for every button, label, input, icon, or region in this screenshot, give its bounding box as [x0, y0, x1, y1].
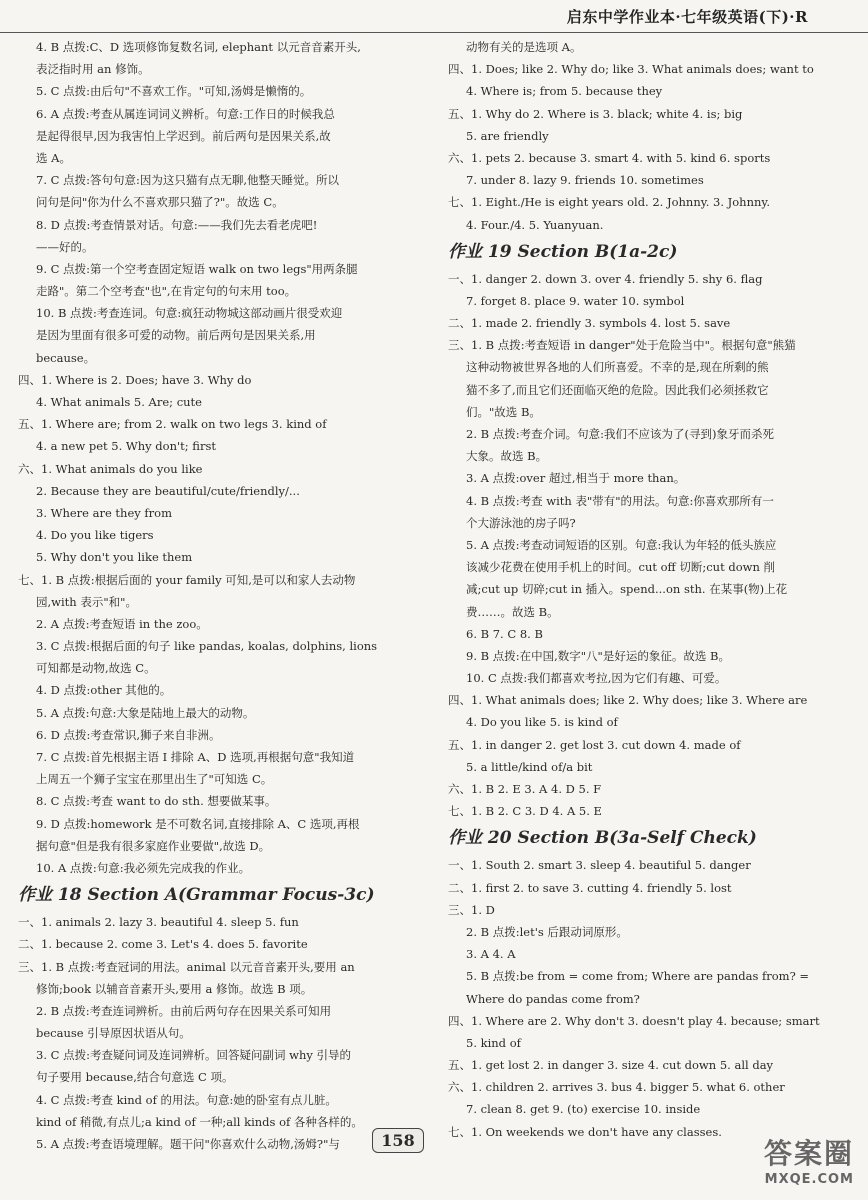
answer-line: 7. under 8. lazy 9. friends 10. sometimes — [466, 173, 704, 188]
answer-line: 5. Why don't you like them — [36, 550, 193, 565]
answer-line: 2. B 点拨:考查连词辨析。由前后两句存在因果关系可知用 — [36, 1003, 332, 1018]
answer-line: 3. C 点拨:根据后面的句子 like pandas, koalas, dolphins, lions — [36, 639, 378, 654]
section-heading: 作业 18 Section A(Grammar Focus-3c) — [18, 885, 375, 906]
answer-line: 5. A 点拨:句意:大象是陆地上最大的动物。 — [36, 705, 255, 720]
answer-line: 上周五一个狮子宝宝在那里出生了"可知选 C。 — [36, 772, 273, 787]
answer-line: 4. Do you like 5. is kind of — [466, 715, 618, 730]
answer-line: 2. B 点拨:let's 后跟动词原形。 — [466, 924, 628, 939]
answer-line: 6. D 点拨:考查常识,狮子来自非洲。 — [36, 727, 221, 742]
answer-line: 费……。故选 B。 — [466, 604, 559, 619]
watermark-url: MXQE.COM — [764, 1172, 854, 1187]
answer-line: 走路"。第二个空考查"也",在肯定句的句末用 too。 — [36, 284, 297, 299]
answer-line: 2. A 点拨:考查短语 in the zoo。 — [36, 616, 208, 631]
answer-line: 8. C 点拨:考查 want to do sth. 想要做某事。 — [36, 794, 277, 809]
answer-line: 10. A 点拨:句意:我必须先完成我的作业。 — [36, 860, 251, 875]
answer-line: 可知都是动物,故选 C。 — [36, 661, 156, 676]
answer-line: ——好的。 — [36, 239, 94, 254]
answer-line: 据句意"但是我有很多家庭作业要做",故选 D。 — [36, 838, 271, 853]
answer-line: 4. a new pet 5. Why don't; first — [36, 439, 216, 454]
left-column — [18, 36, 423, 1155]
answer-line: 8. D 点拨:考查情景对话。句意:——我们先去看老虎吧! — [36, 217, 318, 232]
answer-line: 六、1. pets 2. because 3. smart 4. with 5. kind 6. sports — [448, 150, 771, 165]
answer-line: 一、1. danger 2. down 3. over 4. friendly 5. shy 6. flag — [448, 271, 763, 286]
answer-line: 猫不多了,而且它们还面临灭绝的危险。因此我们必须拯救它 — [466, 382, 769, 397]
answer-line: 2. B 点拨:考查介词。句意:我们不应该为了(寻到)象牙而杀死 — [466, 427, 774, 441]
answer-line: 5. B 点拨:be from = come from; Where are pandas from? = — [466, 969, 810, 984]
section-heading: 作业 20 Section B(3a-Self Check) — [448, 828, 757, 849]
answer-line: 三、1. B 点拨:考查短语 in danger"处于危险当中"。根据句意"熊猫 — [448, 338, 796, 353]
answer-line: 园,with 表示"和"。 — [36, 594, 137, 609]
answer-line: 5. C 点拨:由后句"不喜欢工作。"可知,汤姆是懒惰的。 — [36, 84, 312, 99]
answer-line: 四、1. What animals does; like 2. Why does; like 3. Where are — [448, 693, 808, 708]
answer-line: 6. B 7. C 8. B — [466, 626, 543, 641]
page-number — [363, 1128, 433, 1168]
answer-line: 七、1. B 点拨:根据后面的 your family 可知,是可以和家人去动物 — [18, 572, 356, 587]
answer-line: 一、1. South 2. smart 3. sleep 4. beautiful 5. danger — [448, 858, 751, 873]
answer-line: 是起得很早,因为我害怕上学迟到。前后两句是因果关系,故 — [36, 128, 331, 143]
answer-line: 四、1. Does; like 2. Why do; like 3. What animals does; want to — [448, 62, 814, 77]
watermark-title: 答案圈 — [763, 1137, 854, 1170]
page-header — [0, 0, 868, 33]
answer-line: 六、1. children 2. arrives 3. bus 4. bigger 5. what 6. other — [448, 1080, 785, 1095]
answer-line: 七、1. Eight./He is eight years old. 2. Johnny. 3. Johnny. — [448, 195, 771, 210]
answer-line: 9. D 点拨:homework 是不可数名词,直接排除 A、C 选项,再根 — [36, 816, 360, 831]
answer-line: 3. A 点拨:over 超过,相当于 more than。 — [466, 471, 686, 486]
answer-line: 5. are friendly — [466, 128, 549, 143]
answer-line: 4. Where is; from 5. because they — [466, 84, 663, 99]
answer-line: 2. Because they are beautiful/cute/friendly/... — [36, 483, 300, 498]
header-title: 启东中学作业本·七年级英语(下)·R — [566, 8, 808, 26]
answer-line: 二、1. made 2. friendly 3. symbols 4. lost 5. save — [448, 316, 731, 331]
answer-line: because 引导原因状语从句。 — [36, 1026, 191, 1041]
answer-line: 该减少花费在使用手机上的时间。cut off 切断;cut down 削 — [466, 560, 776, 575]
answer-line: 五、1. Why do 2. Where is 3. black; white 4. is; big — [448, 106, 743, 121]
answer-line: 五、1. Where are; from 2. walk on two legs 3. kind of — [18, 417, 327, 432]
answer-line: 减;cut up 切碎;cut in 插入。spend...on sth. 在某事(物)上花 — [466, 582, 788, 597]
answer-line: 4. Do you like tigers — [36, 528, 154, 543]
answer-line: 六、1. B 2. E 3. A 4. D 5. F — [448, 782, 602, 796]
answer-line: 4. D 点拨:other 其他的。 — [36, 683, 172, 698]
answer-line: 五、1. get lost 2. in danger 3. size 4. cut down 5. all day — [448, 1058, 774, 1073]
page-number-label: 158 — [372, 1128, 423, 1153]
answer-line: 七、1. On weekends we don't have any classes. — [448, 1124, 722, 1139]
answer-line: 4. C 点拨:考查 kind of 的用法。句意:她的卧室有点儿脏。 — [36, 1092, 337, 1107]
answer-line: 修饰;book 以辅音音素开头,要用 a 修饰。故选 B 项。 — [36, 981, 313, 996]
section-heading: 作业 19 Section B(1a-2c) — [448, 241, 678, 262]
answer-line: 4. B 点拨:考查 with 表"带有"的用法。句意:你喜欢那所有一 — [466, 493, 774, 508]
answer-line: 5. A 点拨:考查动词短语的区别。句意:我认为年轻的低头族应 — [466, 537, 777, 552]
answer-line: 7. forget 8. place 9. water 10. symbol — [466, 293, 685, 308]
answer-line: 表泛指时用 an 修饰。 — [36, 62, 150, 77]
answer-line: 一、1. animals 2. lazy 3. beautiful 4. sleep 5. fun — [18, 915, 299, 930]
answer-line: 五、1. in danger 2. get lost 3. cut down 4. made of — [448, 737, 741, 752]
answer-line: because。 — [36, 350, 96, 365]
answer-line: 7. C 点拨:答句句意:因为这只猫有点无聊,他整天睡觉。所以 — [36, 173, 339, 188]
watermark-logo — [724, 1132, 854, 1192]
answer-line: 6. A 点拨:考查从属连词词义辨析。句意:工作日的时候我总 — [36, 106, 335, 121]
answer-line: 4. What animals 5. Are; cute — [36, 395, 202, 409]
answer-line: 4. Four./4. 5. Yuanyuan. — [466, 217, 604, 232]
answer-line: 4. B 点拨:C、D 选项修饰复数名词, elephant 以元音音素开头, — [36, 40, 361, 54]
answer-line: 5. kind of — [466, 1035, 521, 1050]
answer-line: kind of 稍微,有点儿;a kind of 一种;all kinds of 各种各样的。 — [36, 1114, 363, 1129]
answer-line: 句子要用 because,结合句意选 C 项。 — [36, 1070, 234, 1085]
answer-line: 个大游泳池的房子吗? — [466, 515, 576, 530]
answer-line: 七、1. B 2. C 3. D 4. A 5. E — [448, 804, 602, 819]
answer-line: 9. C 点拨:第一个空考查固定短语 walk on two legs"用两条腿 — [36, 261, 358, 276]
answer-line: 7. clean 8. get 9. (to) exercise 10. inside — [466, 1102, 701, 1117]
answer-line: 们。"故选 B。 — [466, 404, 541, 419]
answer-line: 3. A 4. A — [466, 947, 516, 962]
answer-line: 六、1. What animals do you like — [18, 461, 203, 476]
answer-line: 10. B 点拨:考查连词。句意:疯狂动物城这部动画片很受欢迎 — [36, 306, 343, 321]
answer-line: 四、1. Where is 2. Does; have 3. Why do — [18, 372, 252, 387]
answer-line: 5. A 点拨:考查语境理解。题干问"你喜欢什么动物,汤姆?"与 — [36, 1137, 340, 1151]
answer-line: 动物有关的是选项 A。 — [466, 40, 582, 54]
answer-line: Where do pandas come from? — [466, 991, 640, 1006]
answer-line: 是因为里面有很多可爱的动物。前后两句是因果关系,用 — [36, 328, 316, 343]
answer-line: 二、1. because 2. come 3. Let's 4. does 5. favorite — [18, 937, 308, 952]
answer-line: 这种动物被世界各地的人们所喜爱。不幸的是,现在所剩的熊 — [466, 360, 769, 375]
answer-line: 9. B 点拨:在中国,数字"八"是好运的象征。故选 B。 — [466, 648, 730, 663]
answer-line: 四、1. Where are 2. Why don't 3. doesn't play 4. because; smart — [448, 1013, 820, 1028]
answer-line: 三、1. D — [448, 902, 495, 917]
answer-line: 10. C 点拨:我们都喜欢考拉,因为它们有趣、可爱。 — [466, 671, 727, 686]
answer-line: 问句是问"你为什么不喜欢那只猫了?"。故选 C。 — [36, 195, 284, 210]
answer-line: 3. C 点拨:考查疑问词及连词辨析。回答疑问副词 why 引导的 — [36, 1048, 352, 1063]
answer-line: 3. Where are they from — [36, 505, 173, 520]
answer-line: 二、1. first 2. to save 3. cutting 4. friendly 5. lost — [448, 880, 732, 895]
right-column — [448, 36, 853, 1143]
answer-line: 5. a little/kind of/a bit — [466, 759, 593, 774]
answer-line: 7. C 点拨:首先根据主语 I 排除 A、D 选项,再根据句意"我知道 — [36, 750, 355, 764]
answer-line: 三、1. B 点拨:考查冠词的用法。animal 以元音音素开头,要用 an — [18, 959, 355, 974]
answer-line: 大象。故选 B。 — [466, 449, 548, 464]
answer-line: 选 A。 — [36, 150, 71, 165]
